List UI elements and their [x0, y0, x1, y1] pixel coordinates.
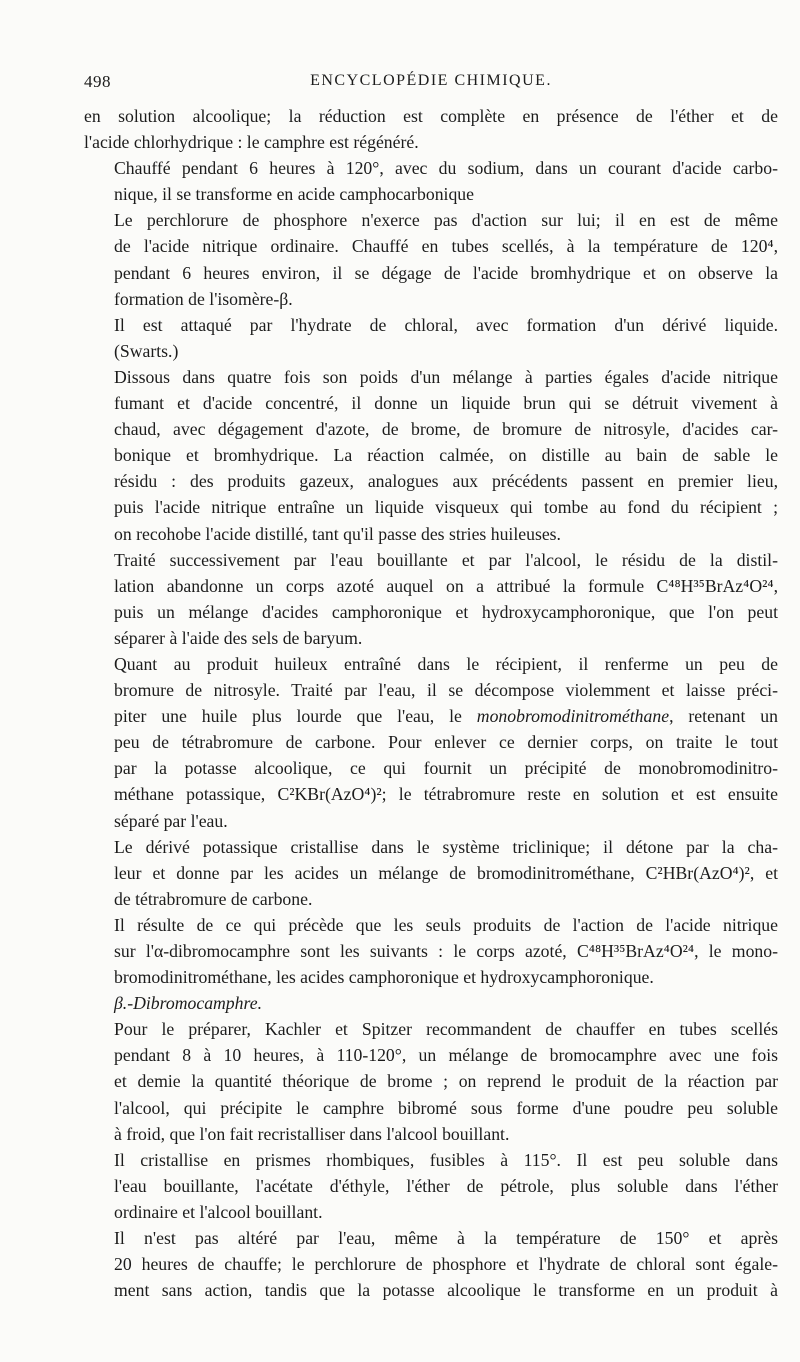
text-line: Le dérivé potassique cristallise dans le système triclinique; il détone par la cha- [114, 836, 778, 857]
text-line: piter une huile plus lourde que l'eau, le monobromodinitrométhane, retenant un [114, 706, 778, 727]
text-line: ordinaire et l'alcool bouillant. [114, 1201, 323, 1222]
paragraph [84, 1016, 778, 1146]
text-line: Il est attaqué par l'hydrate de chloral, avec formation d'un dérivé liquide. [114, 314, 778, 335]
text-line: résidu : des produits gazeux, analogues aux précédents passent en premier lieu, [114, 471, 778, 492]
text-line: l'eau bouillante, l'acétate d'éthyle, l'éther de pétrole, plus soluble dans l'éther [114, 1175, 778, 1196]
page-body [84, 103, 778, 1303]
paragraph [84, 312, 778, 364]
text-line: leur et donne par les acides un mélange de bromodinitrométhane, C²HBr(AzO⁴)², et [114, 862, 778, 883]
text-line: nique, il se transforme en acide camphocarbonique [114, 184, 474, 205]
paragraph [84, 834, 778, 912]
text-line: Il n'est pas altéré par l'eau, même à la température de 150° et après [114, 1228, 778, 1249]
text-line: bromodinitrométhane, les acides camphoronique et hydroxycamphoronique. [114, 967, 654, 988]
text-line: séparé par l'eau. [114, 810, 228, 831]
text-line: Dissous dans quatre fois son poids d'un mélange à parties égales d'acide nitrique [114, 366, 778, 387]
text-line: puis un mélange d'acides camphoronique et hydroxycamphoronique, que l'on peut [114, 601, 778, 622]
running-title: ENCYCLOPÉDIE CHIMIQUE. [310, 72, 552, 89]
paragraph [84, 651, 778, 834]
paragraph [84, 364, 778, 547]
text-line: en solution alcoolique; la réduction est complète en présence de l'éther et de [84, 106, 778, 126]
text-line: pendant 6 heures environ, il se dégage de l'acide bromhydrique et on observe la [114, 262, 778, 283]
text-line: puis l'acide nitrique entraîne un liquide visqueux qui tombe au fond du récipient ; [114, 497, 778, 518]
text-line: peu de tétrabromure de carbone. Pour enlever ce dernier corps, on traite le tout [114, 732, 778, 753]
text-line: de tétrabromure de carbone. [114, 888, 313, 909]
text-line: Il cristallise en prismes rhombiques, fusibles à 115°. Il est peu soluble dans [114, 1149, 778, 1170]
text-line: (Swarts.) [114, 340, 179, 361]
text-line: 20 heures de chauffe; le perchlorure de phosphore et l'hydrate de chloral sont égale- [114, 1254, 778, 1275]
text-line: et demie la quantité théorique de brome ; on reprend le produit de la réaction par [114, 1071, 778, 1092]
text-line: on recohobe l'acide distillé, tant qu'il passe des stries huileuses. [114, 523, 561, 544]
text-line: fumant et d'acide concentré, il donne un liquide brun qui se détruit vivement à [114, 393, 778, 414]
italic-term: monobromodinitrométhane [476, 706, 670, 727]
page-header [84, 72, 778, 96]
text-line: Il résulte de ce qui précède que les seuls produits de l'action de l'acide nitrique [114, 914, 778, 935]
paragraph [84, 103, 778, 155]
text-line: bromure de nitrosyle. Traité par l'eau, il se décompose violemment et laisse préci- [114, 680, 778, 701]
text-line: chaud, avec dégagement d'azote, de brome, de bromure de nitrosyle, d'acides car- [114, 419, 778, 440]
text-line: bonique et bromhydrique. La réaction calmée, on distille au bain de sable le [114, 445, 778, 466]
paragraph [84, 1147, 778, 1225]
text-line: à froid, que l'on fait recristalliser dans l'alcool bouillant. [114, 1123, 510, 1144]
page-number: 498 [84, 72, 111, 91]
text-line: séparer à l'aide des sels de baryum. [114, 627, 363, 648]
text-line: l'acide chlorhydrique : le camphre est régénéré. [84, 132, 419, 153]
text-line: formation de l'isomère-β. [114, 288, 293, 309]
paragraph [84, 912, 778, 990]
section-heading-text: β.-Dibromocamphre. [114, 993, 262, 1014]
text-line: ment sans action, tandis que la potasse alcoolique le transforme en un produit à [114, 1280, 778, 1301]
section-heading [84, 990, 778, 1016]
text-line: par la potasse alcoolique, ce qui fournit un précipité de monobromodinitro- [114, 758, 778, 779]
text-line: l'alcool, qui précipite le camphre bibromé sous forme d'une poudre peu soluble [114, 1097, 778, 1118]
text-line: Traité successivement par l'eau bouillante et par l'alcool, le résidu de la distil- [114, 549, 778, 570]
text-line: pendant 8 à 10 heures, à 110-120°, un mélange de bromocamphre avec une fois [114, 1045, 778, 1066]
text-line: de l'acide nitrique ordinaire. Chauffé en tubes scellés, à la température de 120⁴, [114, 236, 778, 257]
paragraph [84, 207, 778, 311]
text-line: Le perchlorure de phosphore n'exerce pas d'action sur lui; il en est de même [114, 210, 778, 231]
text-line: sur l'α-dibromocamphre sont les suivants : le corps azoté, C⁴⁸H³⁵BrAz⁴O²⁴, le mono- [114, 941, 778, 961]
paragraph [84, 1225, 778, 1303]
paragraph [84, 547, 778, 651]
paragraph [84, 155, 778, 207]
text-line: Pour le préparer, Kachler et Spitzer recommandent de chauffer en tubes scellés [114, 1019, 778, 1040]
text-line: méthane potassique, C²KBr(AzO⁴)²; le tétrabromure reste en solution et est ensuite [114, 784, 778, 805]
text-line: Quant au produit huileux entraîné dans le récipient, il renferme un peu de [114, 653, 778, 674]
text-line: Chauffé pendant 6 heures à 120°, avec du sodium, dans un courant d'acide carbo- [114, 158, 778, 179]
text-line: lation abandonne un corps azoté auquel on a attribué la formule C⁴⁸H³⁵BrAz⁴O²⁴, [114, 575, 778, 596]
